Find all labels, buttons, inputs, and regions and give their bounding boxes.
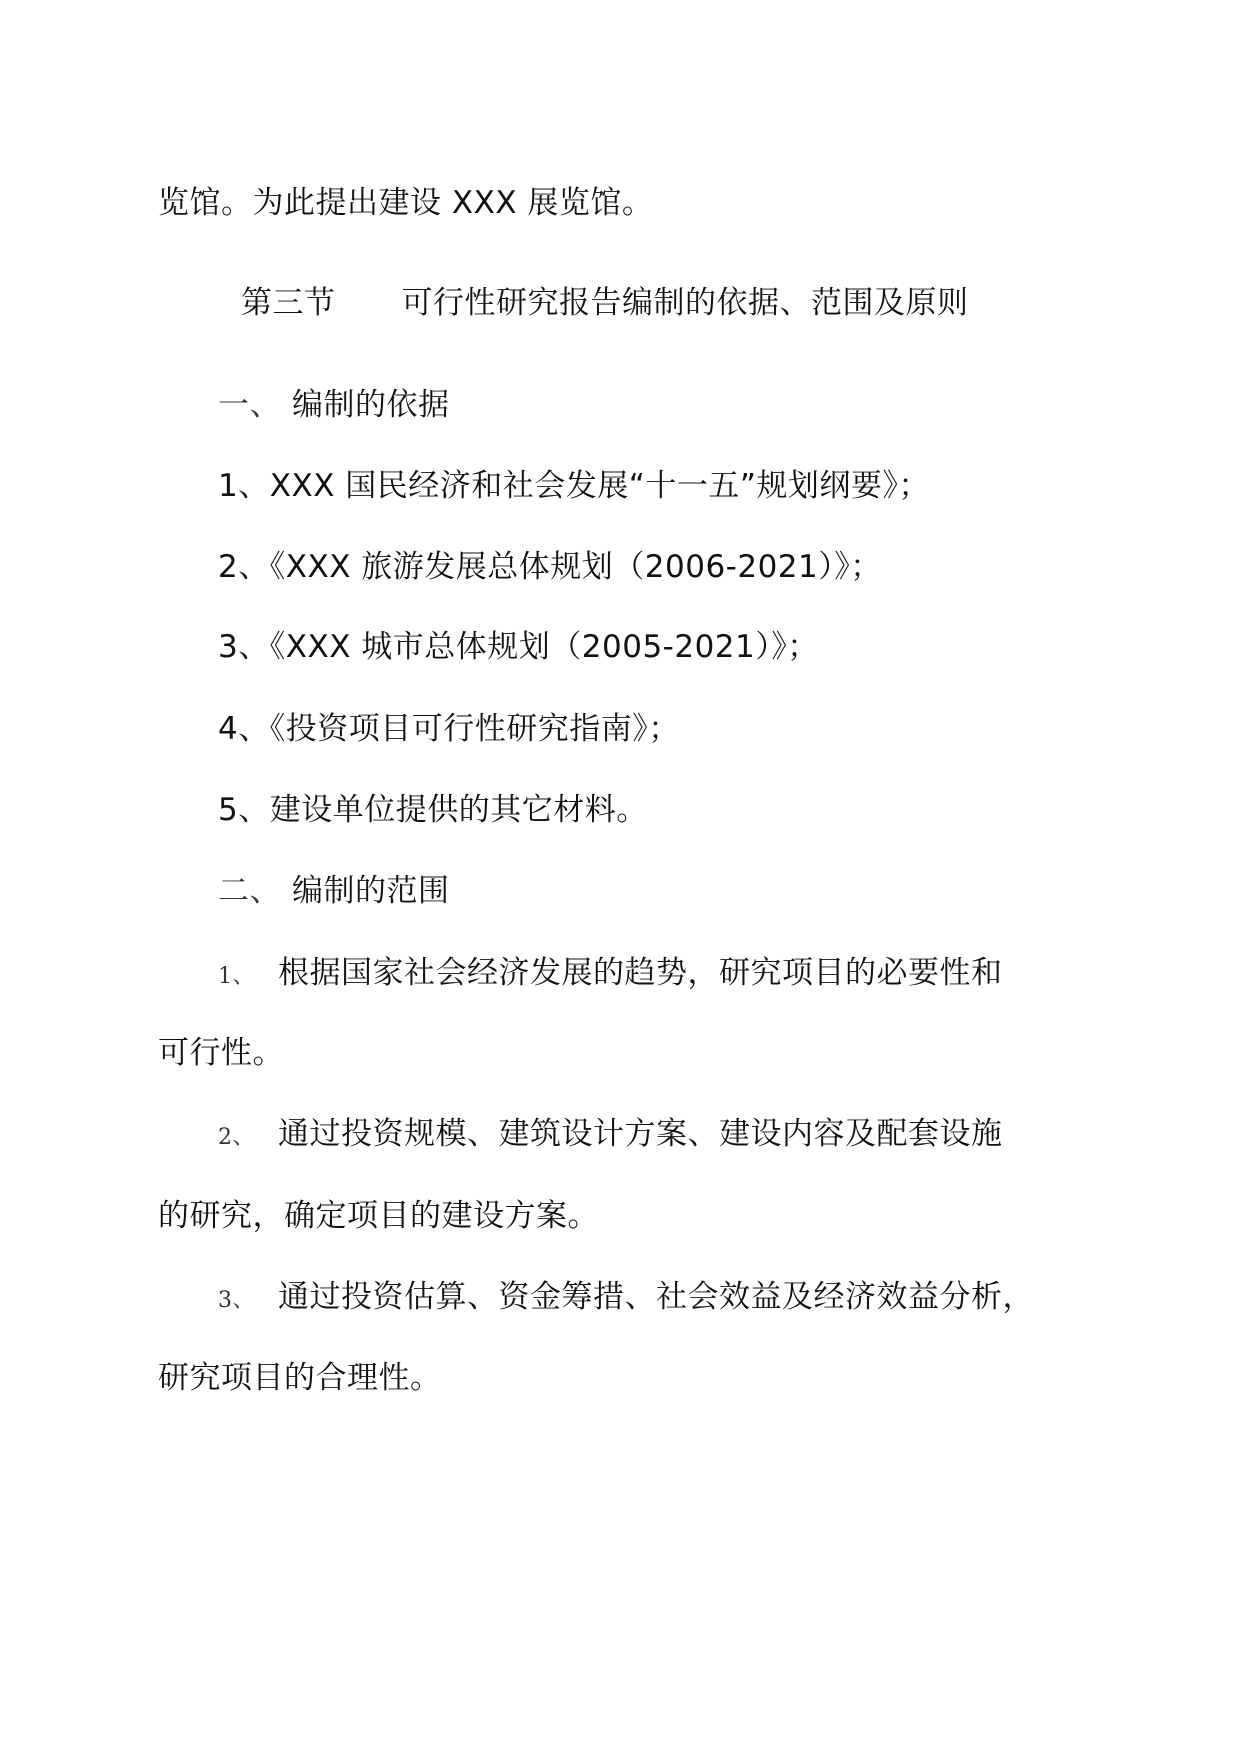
scope-item-number: 3、 [218,1288,255,1313]
scope-item-text: 可行性。 [158,1035,284,1071]
scope-item [218,953,1003,997]
list-item-text: 4、《投资项目可行性研究指南》； [218,711,680,747]
scope-item-text: 根据国家社会经济发展的趋势，研究项目的必要性和 [278,955,1003,991]
paragraph-continuation [158,183,653,223]
list-item-text: 5、建设单位提供的其它材料。 [218,792,648,828]
scope-item [218,1277,1034,1321]
scope-item-continuation [158,1196,599,1236]
subheading-text: 编制的范围 [292,873,450,909]
scope-item-continuation [158,1358,442,1398]
scope-item-number: 1、 [218,964,255,989]
subheading-number: 二、 [218,873,281,909]
subheading-text: 编制的依据 [292,387,450,423]
subheading-scope [218,871,450,911]
scope-item-number: 2、 [218,1125,255,1150]
list-item [218,547,882,587]
section-number: 第三节 [241,285,336,321]
section-heading [241,283,969,323]
scope-item-continuation [158,1033,284,1073]
list-item-text: 1、XXX 国民经济和社会发展“十一五”规划纲要》； [218,468,930,504]
list-item-text: 2、《XXX 旅游发展总体规划（2006-2021）》； [218,549,882,585]
scope-item-text: 的研究，确定项目的建设方案。 [158,1198,599,1234]
scope-item-text: 通过投资估算、资金筹措、社会效益及经济效益分析， [278,1279,1034,1315]
list-item [218,627,819,667]
list-item-text: 3、《XXX 城市总体规划（2005-2021）》； [218,629,819,665]
subheading-number: 一、 [218,387,281,423]
scope-item-text: 研究项目的合理性。 [158,1360,442,1396]
section-title: 可行性研究报告编制的依据、范围及原则 [401,285,969,321]
list-item [218,709,680,749]
scope-item-text: 通过投资规模、建筑设计方案、建设内容及配套设施 [278,1116,1003,1152]
list-item [218,790,648,830]
subheading-basis [218,385,450,425]
scope-item [218,1114,1003,1158]
text: 览馆。为此提出建设 XXX 展览馆。 [158,185,654,221]
list-item [218,466,930,506]
